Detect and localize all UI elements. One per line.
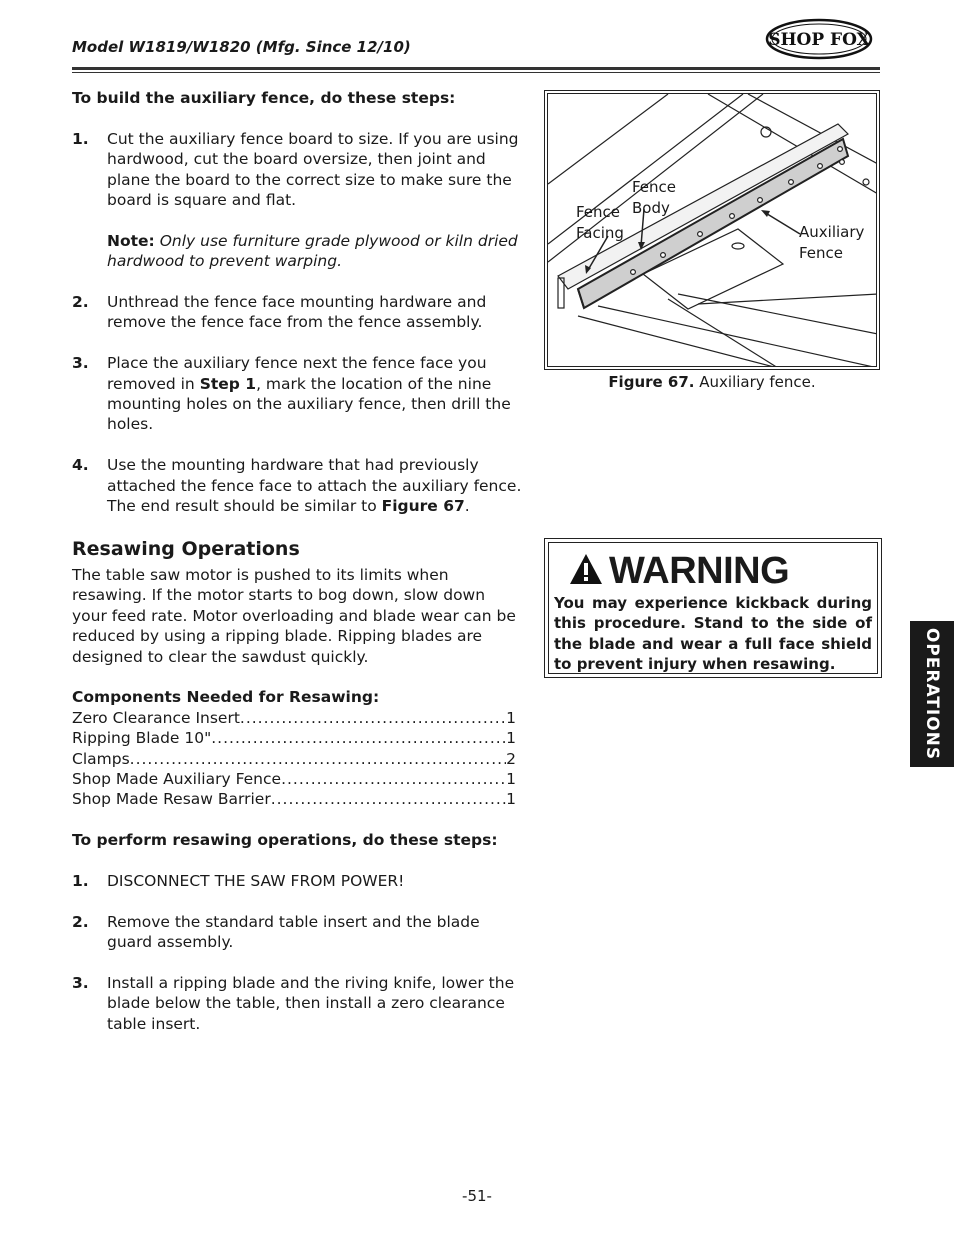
step-number: 1. [72,872,89,891]
component-row: Shop Made Resaw Barrier ..... 1 [72,789,516,809]
resaw-step-3 [72,973,524,1034]
resawing-intro: The table saw motor is pushed to its limits when resawing. If the motor starts to bog down, slow down your feed rate. Motor overloading and blade wear can be reduced by using a ripping blade. Ripping blades are designed to clear the sawdust quickly. [72,566,516,666]
aux-fence-heading: To build the auxiliary fence, do these steps: [72,89,456,107]
step-text: Unthread the fence face mounting hardware and remove the fence face from the fence assembly. [107,293,487,332]
page-number: -51- [462,1187,492,1205]
aux-fence-section [72,88,524,516]
side-tab-label: OPERATIONS [922,627,942,761]
step-text: DISCONNECT THE SAW FROM POWER! [107,872,405,891]
note-label: Note: [107,231,155,250]
label-fence-facing: Fence Facing [576,203,624,242]
warning-title: WARNING [609,550,790,592]
step-text: Remove the standard table insert and the blade guard assembly. [107,912,480,952]
components-list [72,708,516,810]
step-number: 2. [72,912,89,931]
step-text: Use the mounting hardware that had previously attached the fence face to attach the auxiliary fence. The end result should be similar to Figure 67. [107,456,522,516]
resaw-step-2 [72,912,524,953]
aux-step-4 [72,455,524,516]
resawing-section [72,537,524,1034]
component-row: Ripping Blade 10" ..... 1 [72,728,516,748]
step-text: Cut the auxiliary fence board to size. If you are using hardwood, cut the board oversize, then joint and plane the board to the correct size to make sure the board is square and flat. [107,129,519,210]
component-row: Shop Made Auxiliary Fence ..... 1 [72,769,516,789]
label-auxiliary-fence: Auxiliary Fence [799,223,865,262]
step-text: Install a ripping blade and the riving knife, lower the blade below the table, then install a zero clearance table insert. [107,974,515,1033]
warning-triangle-icon [569,553,603,585]
step-number: 1. [72,129,89,148]
resawing-heading: Resawing Operations [72,538,300,560]
warning-text: You may experience kickback during this procedure. Stand to the side of the blade and wear a full face shield to prevent injury when resawing. [554,594,872,674]
step-text: Place the auxiliary fence next the fence face you removed in Step 1, mark the location of the nine mounting holes on the auxiliary fence, then drill the holes. [107,354,511,434]
svg-text:SHOP FOX: SHOP FOX [768,30,870,50]
step-number: 3. [72,974,89,993]
header-rule-thick [72,67,880,70]
warning-box [544,538,882,678]
header-rule-thin [72,72,880,73]
step-number: 4. [72,456,89,475]
components-heading: Components Needed for Resawing: [72,688,380,707]
aux-step-3 [72,353,524,435]
document-header-title: Model W1819/W1820 (Mfg. Since 12/10) [72,38,411,56]
shop-fox-logo [765,18,873,60]
note-text: Only use furniture grade plywood or kiln dried hardwood to prevent warping. [107,231,518,271]
component-row: Zero Clearance Insert ..... 1 [72,708,516,728]
step-number: 3. [72,354,89,373]
figure-caption: Figure 67. Auxiliary fence. [608,373,816,391]
figure-illustration [547,93,877,367]
resaw-step-1 [72,871,524,891]
aux-step-1 [72,129,524,211]
label-fence-body: Fence Body [632,178,677,217]
resaw-steps-heading: To perform resawing operations, do these steps: [72,831,498,850]
step-number: 2. [72,293,89,312]
component-row: Clamps ..... 2 [72,749,516,769]
aux-note [72,231,524,272]
aux-step-2 [72,292,524,333]
operations-side-tab [910,621,954,767]
figure-67 [544,90,880,370]
